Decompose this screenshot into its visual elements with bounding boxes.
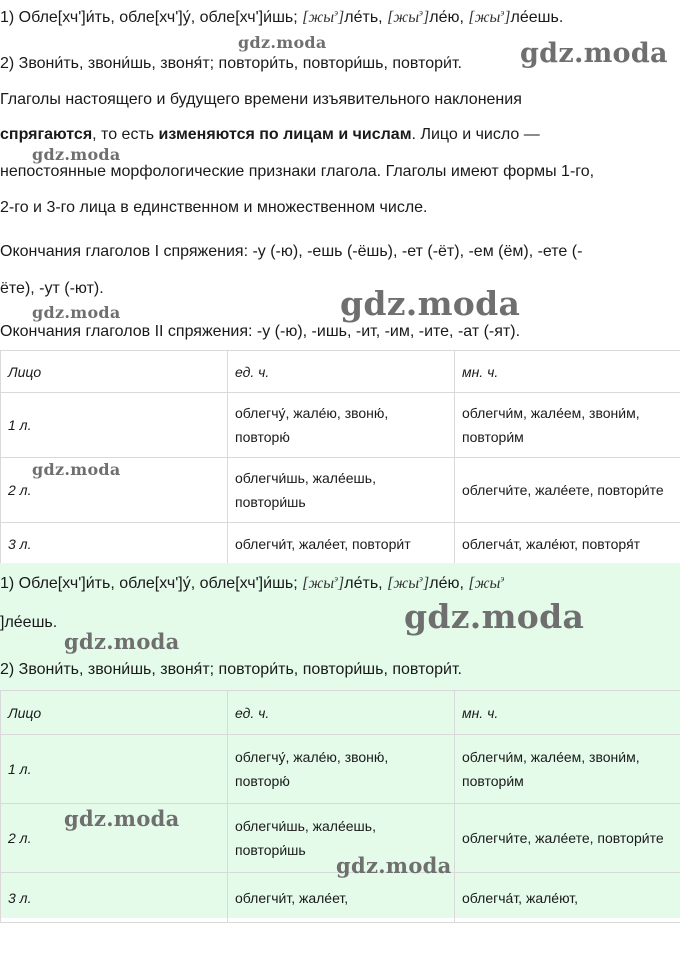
bold-term: изменяются по лицам и числам <box>158 126 412 143</box>
theory-line3: непостоянные морфологические признаки глагола. Глаголы имеют формы 1-го, <box>0 163 595 180</box>
theory-line2 <box>0 125 540 145</box>
singular-cell: облегчу́, жале́ю, звоню́, повторю́ <box>228 735 455 804</box>
theory-line4: 2-го и 3-го лица в единственном и множественном числе. <box>0 199 428 216</box>
transcription-text: [жы <box>302 575 335 592</box>
watermark: gdz.moda <box>32 145 121 164</box>
person-cell: 1 л. <box>1 735 228 804</box>
plural-cell: облегча́т, жале́ют, повторя́т <box>455 523 680 565</box>
text-segment: ле́ю, <box>429 575 469 592</box>
watermark: gdz.moda <box>404 597 585 636</box>
conjugation2-line: Окончания глаголов II спряжения: -у (-ю), -ишь, -ит, -им, -ите, -ат (-ят). <box>0 323 521 340</box>
table-row <box>1 393 680 458</box>
singular-cell: облегчи́т, жале́ет, повтори́т <box>228 523 455 565</box>
person-cell: 3 л. <box>1 873 228 923</box>
transcription-text: [жы <box>468 9 501 26</box>
table-row <box>1 523 680 565</box>
watermark: gdz.moda <box>32 303 121 322</box>
text-segment: ле́ю, <box>429 9 469 26</box>
transcription-close: ] <box>423 575 430 592</box>
plural-cell: облегчи́м, жале́ем, звони́м, повтори́м <box>455 735 680 804</box>
transcription <box>468 9 510 26</box>
header-person: Лицо <box>1 351 228 393</box>
transcription <box>468 575 504 592</box>
transcription-close: ] <box>338 575 345 592</box>
watermark: gdz.moda <box>32 460 121 479</box>
text-segment: ле́ть, <box>344 575 388 592</box>
transcription <box>302 575 344 592</box>
transcription-sup: э <box>334 573 339 584</box>
transcription-sup: э <box>500 7 505 18</box>
watermark: gdz.moda <box>238 33 327 52</box>
transcription-text: [жы <box>387 9 420 26</box>
transcription <box>387 9 429 26</box>
text-segment: . Лицо и число — <box>411 126 540 143</box>
table-header-row <box>1 351 680 393</box>
plural-cell: облегчи́те, жале́ете, повтори́те <box>455 804 680 873</box>
watermark: gdz.moda <box>64 806 180 831</box>
header-singular: ед. ч. <box>228 351 455 393</box>
transcription-sup: э <box>419 7 423 18</box>
solution2-line2: 2) Звони́ть, звони́шь, звоня́т; повтори́ть, повтори́шь, повтори́т. <box>0 661 462 678</box>
singular-cell: облегчи́шь, жале́ешь, повтори́шь <box>228 458 455 523</box>
solution2-line1 <box>0 574 504 594</box>
transcription-sup: э <box>334 7 339 18</box>
table-header-row <box>1 691 680 735</box>
watermark: gdz.moda <box>336 853 452 878</box>
solution1-line1 <box>0 8 563 28</box>
text-segment: 1) Обле[хч']и́ть, обле[хч']у́, обле[хч']и́шь; <box>0 9 303 26</box>
solution2-line1-continuation: ]ле́ешь. <box>0 614 58 631</box>
transcription <box>387 575 429 592</box>
watermark: gdz.moda <box>520 38 668 69</box>
transcription-close: ] <box>423 9 430 26</box>
person-cell: 3 л. <box>1 523 228 565</box>
conjugation-table-1 <box>0 350 680 565</box>
plural-cell: облегчи́те, жале́ете, повтори́те <box>455 458 680 523</box>
transcription-close: ] <box>504 9 511 26</box>
transcription-text: [жы <box>468 575 501 592</box>
watermark: gdz.moda <box>64 629 180 654</box>
header-singular: ед. ч. <box>228 691 455 735</box>
person-cell: 1 л. <box>1 393 228 458</box>
transcription-sup: э <box>500 573 505 584</box>
solution1-line2: 2) Звони́ть, звони́шь, звоня́т; повтори́ть, повтори́шь, повтори́т. <box>0 55 462 72</box>
plural-cell: облегчи́м, жале́ем, звони́м, повтори́м <box>455 393 680 458</box>
table-row <box>1 735 680 804</box>
theory-line1: Глаголы настоящего и будущего времени изъявительного наклонения <box>0 91 522 108</box>
text-segment: , то есть <box>92 126 159 143</box>
singular-cell: облегчи́шь, жале́ешь, повтори́шь <box>228 804 455 873</box>
header-plural: мн. ч. <box>455 691 680 735</box>
header-plural: мн. ч. <box>455 351 680 393</box>
singular-cell: облегчу́, жале́ю, звоню́, повторю́ <box>228 393 455 458</box>
text-segment: ле́ть, <box>344 9 388 26</box>
person-cell: 2 л. <box>1 804 228 873</box>
transcription-text: [жы <box>387 575 420 592</box>
person-cell: 2 л. <box>1 458 228 523</box>
conjugation1-line1: Окончания глаголов I спряжения: -у (-ю), -ешь (-ёшь), -ет (-ёт), -ем (ём), -ете (- <box>0 243 583 260</box>
plural-cell: облегча́т, жале́ют, <box>455 873 680 923</box>
bold-term: спрягаются <box>0 126 93 143</box>
watermark: gdz.moda <box>340 284 521 323</box>
transcription-text: [жы <box>302 9 335 26</box>
text-segment: ле́ешь. <box>510 9 564 26</box>
transcription-sup: э <box>419 573 423 584</box>
text-segment: 1) Обле[хч']и́ть, обле[хч']у́, обле[хч']и́шь; <box>0 575 303 592</box>
singular-cell: облегчи́т, жале́ет, <box>228 873 455 923</box>
transcription <box>302 9 344 26</box>
transcription-close: ] <box>338 9 345 26</box>
conjugation1-line2: ёте), -ут (-ют). <box>0 280 104 297</box>
header-person: Лицо <box>1 691 228 735</box>
table-row <box>1 873 680 923</box>
